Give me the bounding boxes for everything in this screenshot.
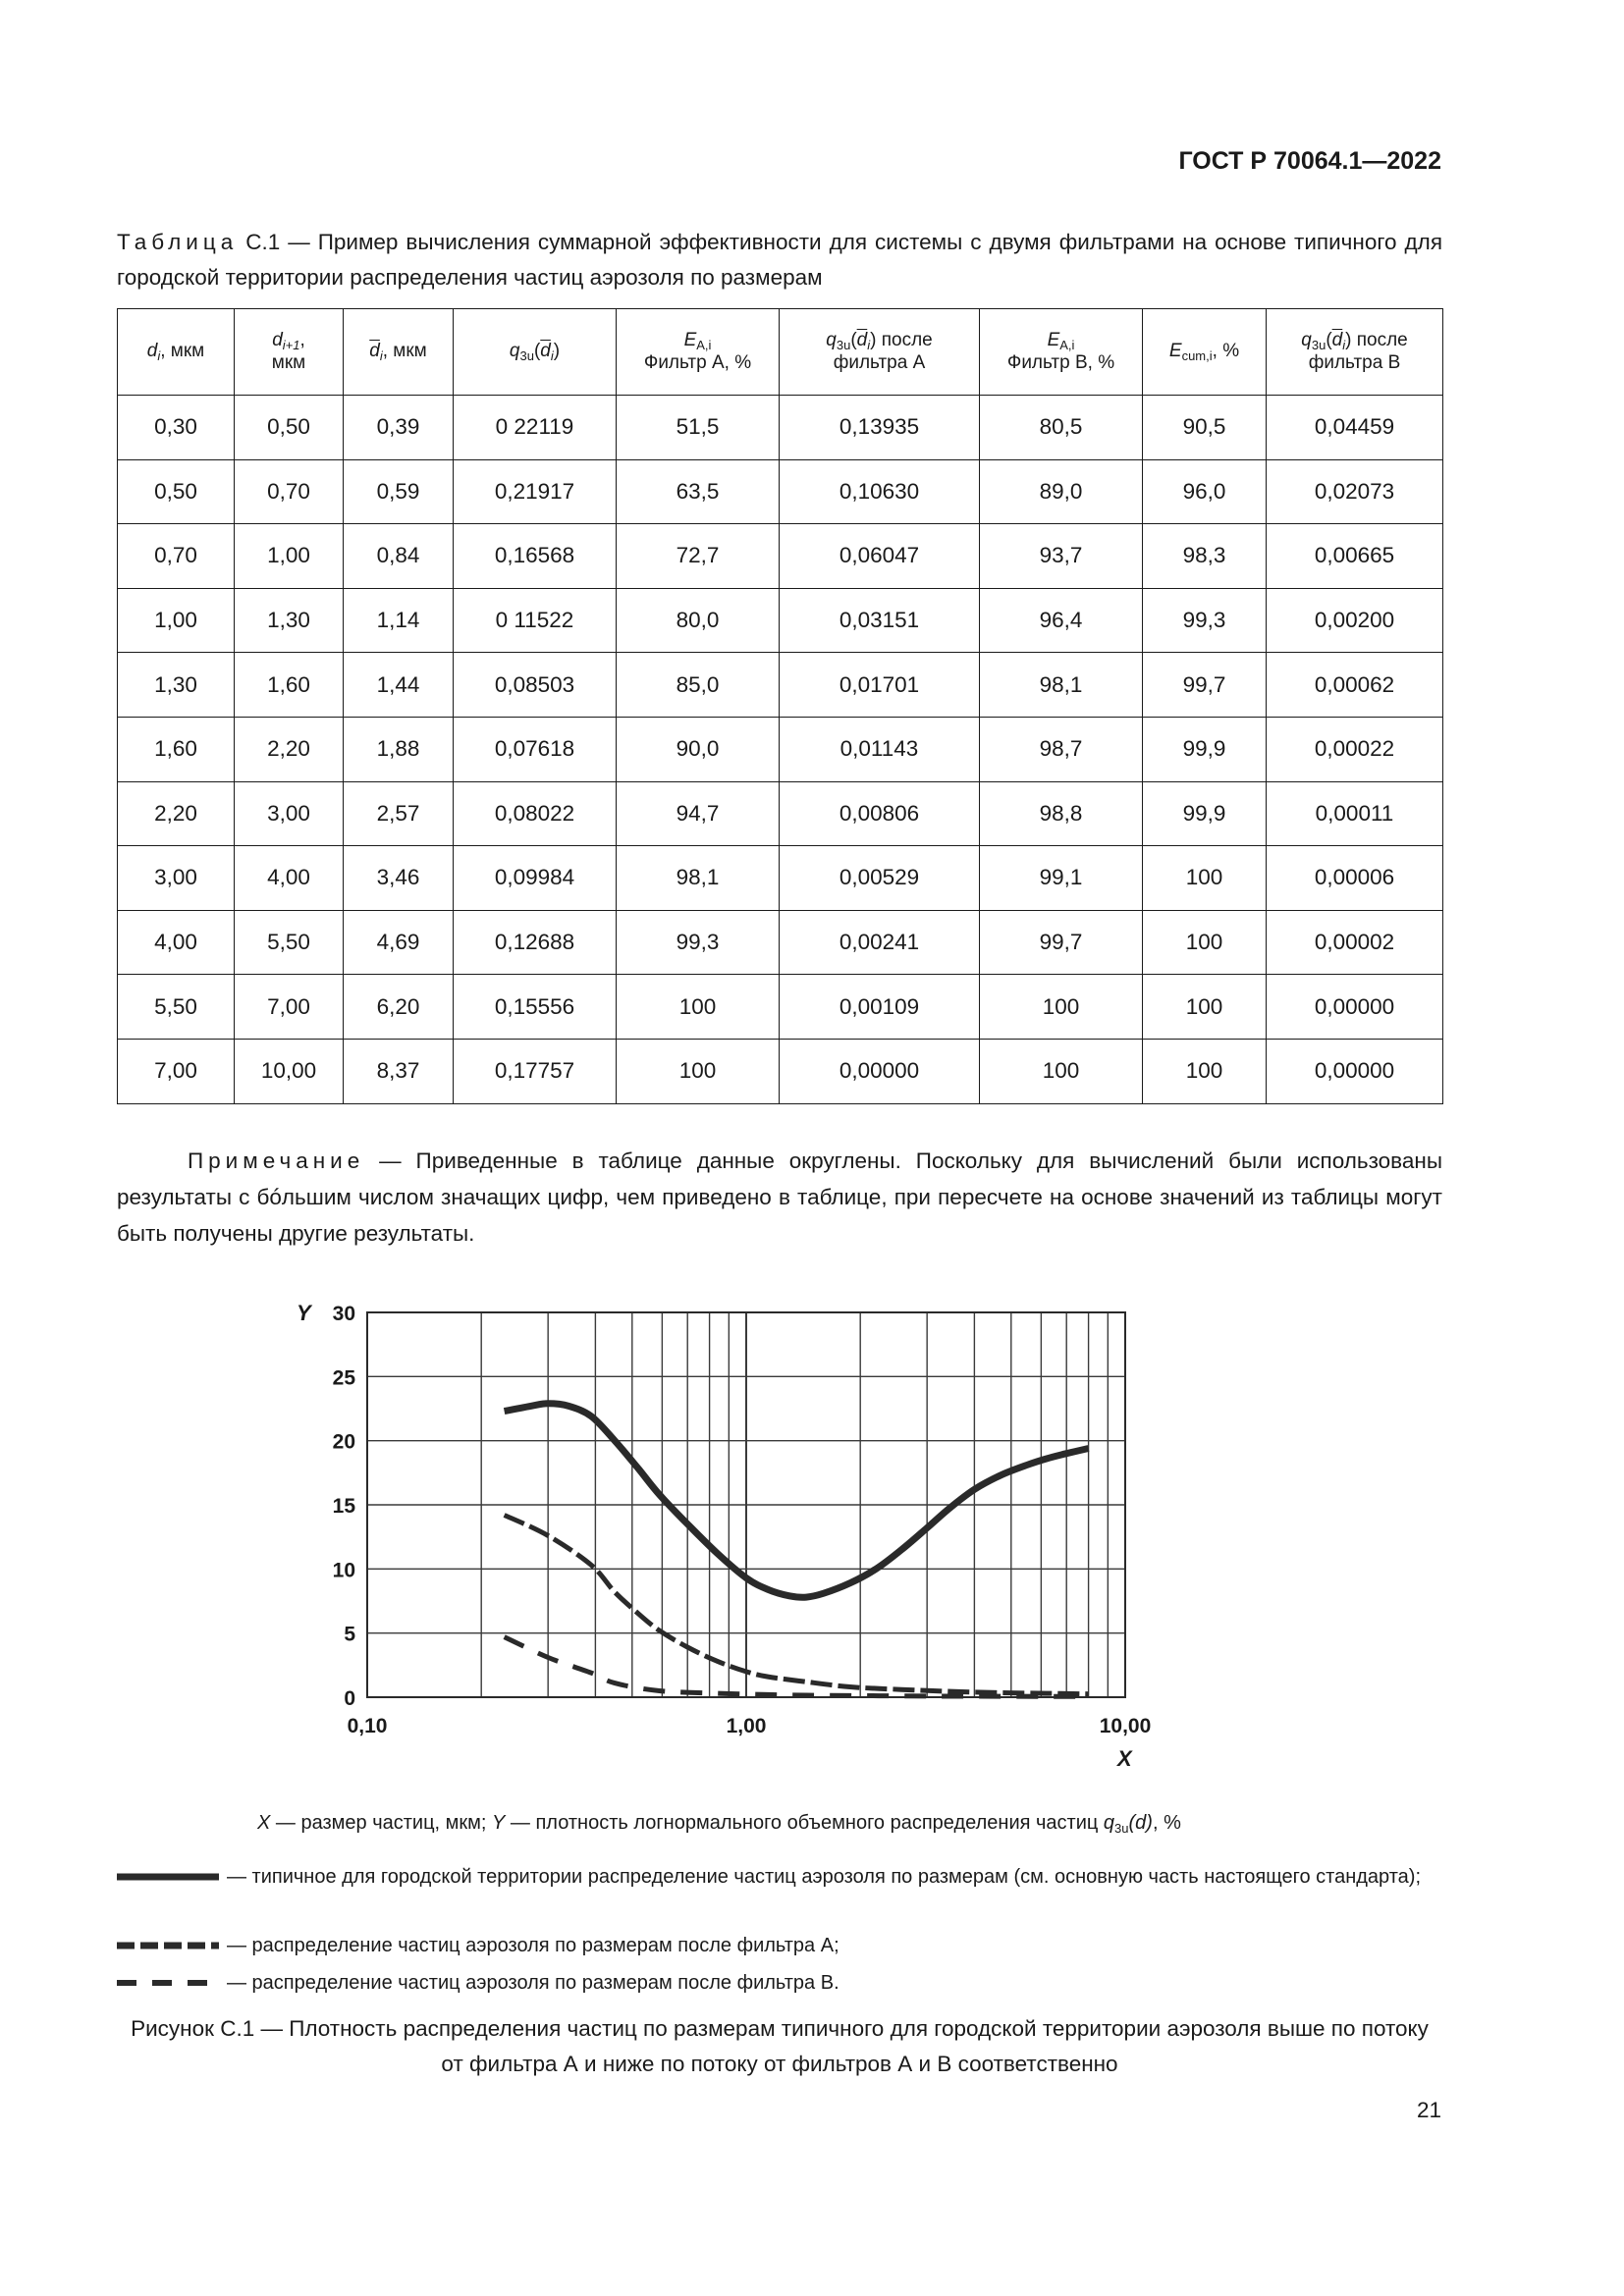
table-cell: 10,00: [235, 1039, 344, 1103]
table-body: [118, 396, 1443, 1104]
table-cell: 0,00529: [780, 846, 980, 911]
table-cell: 0,70: [235, 459, 344, 524]
table-cell: 3,00: [118, 846, 235, 911]
col-header-q3u-after-b: $q_{3u}(\overline{d}_i)$ после фильтра В: [1267, 309, 1443, 396]
table-cell: 100: [1143, 846, 1267, 911]
table-cell: 2,20: [235, 717, 344, 781]
table-cell: 0,15556: [454, 975, 617, 1040]
table-cell: 0,04459: [1267, 396, 1443, 460]
table-row: [118, 781, 1443, 846]
table-cell: 0,16568: [454, 524, 617, 589]
y-axis-label: Y: [297, 1301, 311, 1325]
table-row: [118, 910, 1443, 975]
table-cell: 0 22119: [454, 396, 617, 460]
table-cell: 72,7: [617, 524, 780, 589]
table-cell: 3,46: [344, 846, 454, 911]
document-code: ГОСТ Р 70064.1—2022: [1178, 147, 1441, 175]
table-cell: 1,14: [344, 588, 454, 653]
table-cell: 0,03151: [780, 588, 980, 653]
y-tick-label: 10: [332, 1559, 355, 1582]
table-cell: 0,13935: [780, 396, 980, 460]
table-cell: 0,12688: [454, 910, 617, 975]
distribution-chart: [285, 1291, 1247, 1782]
table-cell: 96,0: [1143, 459, 1267, 524]
y-tick-label: 20: [332, 1430, 355, 1454]
table-cell: 94,7: [617, 781, 780, 846]
table-cell: 89,0: [980, 459, 1143, 524]
table-cell: 0,00002: [1267, 910, 1443, 975]
table-cell: 0,01701: [780, 653, 980, 718]
table-cell: 2,57: [344, 781, 454, 846]
table-cell: 98,3: [1143, 524, 1267, 589]
table-cell: 3,00: [235, 781, 344, 846]
table-cell: 0,59: [344, 459, 454, 524]
table-cell: 63,5: [617, 459, 780, 524]
table-caption: [117, 225, 1442, 295]
table-cell: 100: [617, 975, 780, 1040]
col-header-e-cum: $E_{cum,i}$, %: [1143, 309, 1267, 396]
y-tick-label: 30: [332, 1303, 355, 1325]
table-cell: 0,30: [118, 396, 235, 460]
table-header-row: [118, 309, 1443, 396]
table-cell: 0,00000: [780, 1039, 980, 1103]
col-header-d-i-plus-1: $d_{i+1}$, мкм: [235, 309, 344, 396]
col-header-q3u-after-a: $q_{3u}(\overline{d}_i)$ после фильтра А: [780, 309, 980, 396]
note-text: — Приведенные в таблице данные округлены. Поскольку для вычислений были использованы результаты с бóльшим числом значащих цифр, чем приведено в таблице, при пересчете на основе значений из таблицы могут быть получены другие результаты.: [117, 1148, 1442, 1246]
col-header-e-a-filter-a: $E_{A,i}$ Фильтр А, %: [617, 309, 780, 396]
table-cell: 4,00: [118, 910, 235, 975]
table-cell: 4,69: [344, 910, 454, 975]
table-cell: 80,0: [617, 588, 780, 653]
table-cell: 0,00806: [780, 781, 980, 846]
table-cell: 0,21917: [454, 459, 617, 524]
table-cell: 99,3: [617, 910, 780, 975]
table-cell: 0,00109: [780, 975, 980, 1040]
col-header-q3u: $q_{3u}(\overline{d}_i)$: [454, 309, 617, 396]
table-cell: 0,08022: [454, 781, 617, 846]
table-row: [118, 846, 1443, 911]
table-cell: 0,00062: [1267, 653, 1443, 718]
table-row: [118, 588, 1443, 653]
y-tick-label: 25: [332, 1366, 355, 1390]
page-number: 21: [1416, 2098, 1441, 2122]
legend-dash-dot-line-icon: [117, 1939, 220, 1952]
table-cell: 1,30: [118, 653, 235, 718]
table-cell: 0,84: [344, 524, 454, 589]
table-cell: 100: [1143, 975, 1267, 1040]
table-cell: 0,50: [235, 396, 344, 460]
table-cell: 5,50: [118, 975, 235, 1040]
table-cell: 0,00022: [1267, 717, 1443, 781]
col-header-d-i: $d_i$, мкм: [118, 309, 235, 396]
legend-text: — типичное для городской территории распределение частиц аэрозоля по размерам (см. основную часть настоящего стандарта);: [227, 1866, 1421, 1888]
x-axis-label: X: [1117, 1746, 1132, 1771]
table-cell: 100: [617, 1039, 780, 1103]
table-caption-lead: Таблица: [117, 230, 239, 254]
col-header-e-a-filter-b: $E_{A,i}$ Фильтр В, %: [980, 309, 1143, 396]
table-note: [117, 1143, 1442, 1252]
table-cell: 0,00665: [1267, 524, 1443, 589]
table-cell: 93,7: [980, 524, 1143, 589]
table-cell: 0,00011: [1267, 781, 1443, 846]
table-cell: 0,10630: [780, 459, 980, 524]
table-row: [118, 653, 1443, 718]
table-cell: 100: [980, 975, 1143, 1040]
table-cell: 100: [980, 1039, 1143, 1103]
col-header-d-mean: $\overline{d}_i$, мкм: [344, 309, 454, 396]
x-tick-label: 10,00: [1099, 1715, 1152, 1737]
table-cell: 7,00: [235, 975, 344, 1040]
table-cell: 99,9: [1143, 781, 1267, 846]
table-cell: 98,1: [980, 653, 1143, 718]
table-cell: 0,08503: [454, 653, 617, 718]
table-row: [118, 524, 1443, 589]
series-line-dashed: [505, 1637, 1089, 1697]
data-table: [117, 308, 1443, 1104]
note-lead: Примечание: [188, 1148, 365, 1173]
table-cell: 0,00200: [1267, 588, 1443, 653]
table-cell: 0,00241: [780, 910, 980, 975]
table-cell: 98,1: [617, 846, 780, 911]
table-cell: 2,20: [118, 781, 235, 846]
axis-description: X — размер частиц, мкм; Y — плотность логнормального объемного распределения частиц $q_{3u}(d)$, %: [257, 1812, 1181, 1836]
legend-solid-line-icon: [117, 1870, 220, 1884]
table-cell: 8,37: [344, 1039, 454, 1103]
legend-dashed-line-icon: [117, 1976, 220, 1990]
table-cell: 80,5: [980, 396, 1143, 460]
table-cell: 0,70: [118, 524, 235, 589]
table-caption-text: С.1 — Пример вычисления суммарной эффективности для системы с двумя фильтрами на основе типичного для городской территории распределения частиц аэрозоля по размерам: [117, 230, 1442, 290]
table-cell: 1,00: [235, 524, 344, 589]
table-cell: 1,00: [118, 588, 235, 653]
table-cell: 0 11522: [454, 588, 617, 653]
table-cell: 99,7: [980, 910, 1143, 975]
table-cell: 1,30: [235, 588, 344, 653]
table-cell: 99,7: [1143, 653, 1267, 718]
table-cell: 100: [1143, 910, 1267, 975]
table-cell: 0,00000: [1267, 975, 1443, 1040]
table-row: [118, 459, 1443, 524]
table-cell: 0,06047: [780, 524, 980, 589]
table-cell: 1,60: [118, 717, 235, 781]
table-cell: 99,3: [1143, 588, 1267, 653]
chart-grid: [367, 1312, 1125, 1697]
legend-text: — распределение частиц аэрозоля по размерам после фильтра А;: [227, 1935, 839, 1956]
table-cell: 0,09984: [454, 846, 617, 911]
table-cell: 7,00: [118, 1039, 235, 1103]
table-cell: 90,0: [617, 717, 780, 781]
table-cell: 4,00: [235, 846, 344, 911]
series-line-dash-dot: [505, 1516, 1089, 1694]
table-cell: 0,17757: [454, 1039, 617, 1103]
table-cell: 98,8: [980, 781, 1143, 846]
table-cell: 96,4: [980, 588, 1143, 653]
table-cell: 6,20: [344, 975, 454, 1040]
table-cell: 1,44: [344, 653, 454, 718]
table-cell: 51,5: [617, 396, 780, 460]
table-row: [118, 1039, 1443, 1103]
table-cell: 0,50: [118, 459, 235, 524]
table-row: [118, 717, 1443, 781]
table-row: [118, 975, 1443, 1040]
table-cell: 0,07618: [454, 717, 617, 781]
x-tick-label: 0,10: [347, 1715, 388, 1737]
table-cell: 0,00006: [1267, 846, 1443, 911]
table-cell: 5,50: [235, 910, 344, 975]
y-tick-label: 0: [344, 1687, 355, 1710]
table-cell: 1,60: [235, 653, 344, 718]
figure-title: Рисунок С.1 — Плотность распределения частиц по размерам типичного для городской территории аэрозоля выше по потоку от фильтра А и ниже по потоку от фильтров А и В соответственно: [131, 2016, 1429, 2076]
table-cell: 90,5: [1143, 396, 1267, 460]
y-tick-label: 5: [344, 1623, 355, 1646]
table-cell: 0,39: [344, 396, 454, 460]
x-tick-label: 1,00: [726, 1715, 767, 1737]
chart-series: [505, 1404, 1089, 1697]
table-row: [118, 396, 1443, 460]
table-cell: 98,7: [980, 717, 1143, 781]
table-cell: 0,01143: [780, 717, 980, 781]
table-cell: 85,0: [617, 653, 780, 718]
legend-text: — распределение частиц аэрозоля по размерам после фильтра В.: [227, 1972, 839, 1994]
table-cell: 100: [1143, 1039, 1267, 1103]
y-tick-label: 15: [332, 1495, 355, 1518]
table-cell: 0,00000: [1267, 1039, 1443, 1103]
chart-ticks: [297, 1301, 1151, 1771]
table-cell: 0,02073: [1267, 459, 1443, 524]
table-cell: 1,88: [344, 717, 454, 781]
table-cell: 99,1: [980, 846, 1143, 911]
table-cell: 99,9: [1143, 717, 1267, 781]
